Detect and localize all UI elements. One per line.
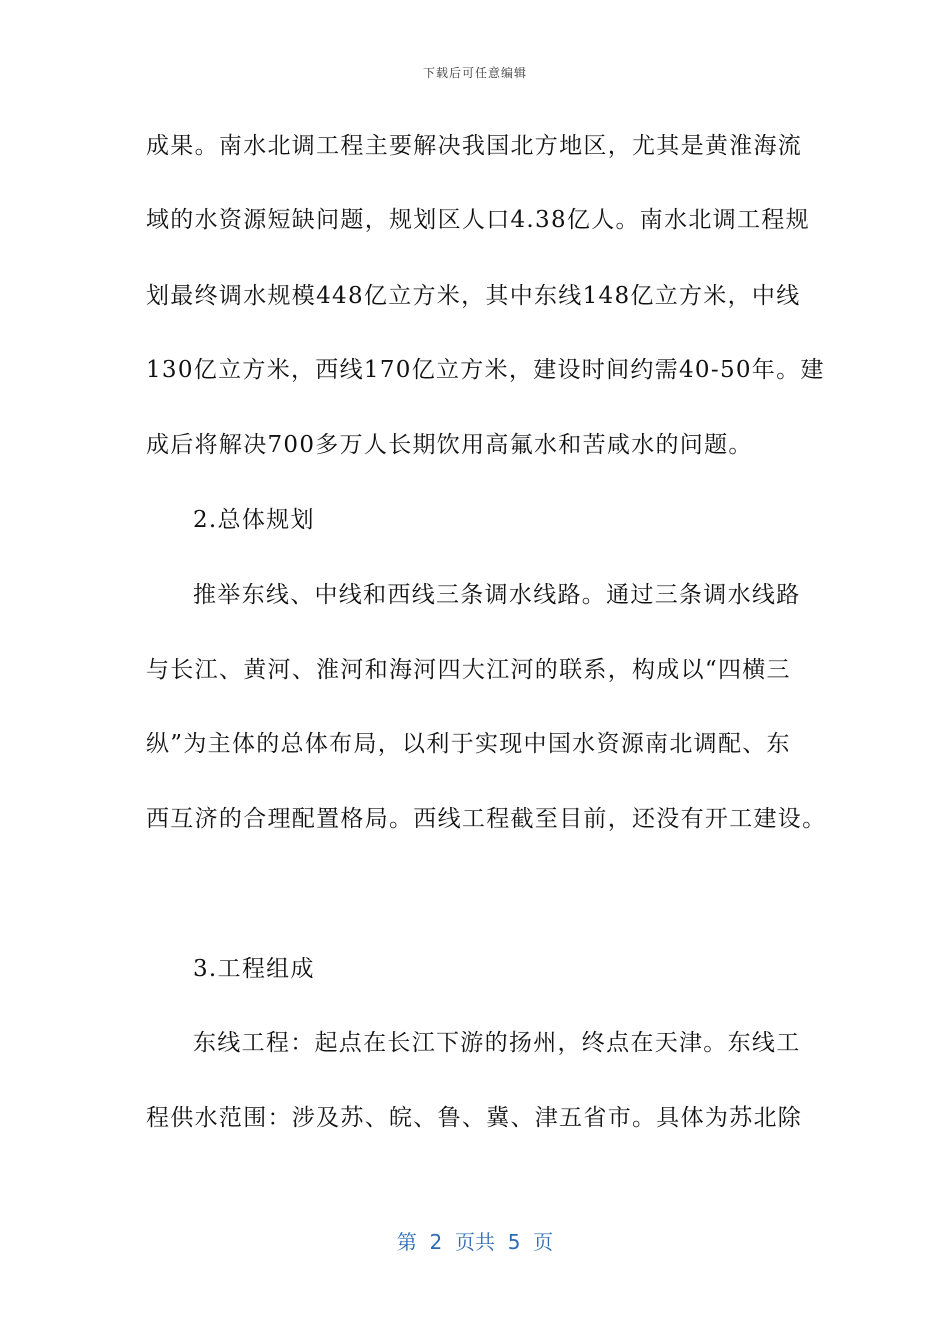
page-number-footer: 第 2 页共 5 页	[396, 1230, 554, 1254]
body-line: 成果。南水北调工程主要解决我国北方地区，尤其是黄淮海流	[146, 133, 803, 159]
body-line: 程供水范围：涉及苏、皖、鲁、冀、津五省市。具体为苏北除	[146, 1105, 803, 1131]
body-line: 130亿立方米，西线170亿立方米，建设时间约需40-50年。建	[146, 357, 825, 383]
header-note: 下载后可任意编辑	[422, 66, 527, 80]
body-line: 域的水资源短缺问题，规划区人口4.38亿人。南水北调工程规	[146, 207, 810, 233]
body-line: 与长江、黄河、淮河和海河四大江河的联系，构成以“四横三	[146, 657, 791, 683]
body-line: 东线工程：起点在长江下游的扬州，终点在天津。东线工	[193, 1030, 801, 1056]
body-line: 西互济的合理配置格局。西线工程截至目前，还没有开工建设。	[146, 806, 827, 832]
body-line: 纵”为主体的总体布局，以利于实现中国水资源南北调配、东	[146, 731, 791, 757]
section-heading: 3.工程组成	[193, 956, 315, 982]
body-line: 成后将解决700多万人长期饮用高氟水和苦咸水的问题。	[146, 432, 753, 458]
body-line: 推举东线、中线和西线三条调水线路。通过三条调水线路	[193, 582, 801, 608]
section-heading: 2.总体规划	[193, 507, 315, 533]
body-line: 划最终调水规模448亿立方米，其中东线148亿立方米，中线	[146, 283, 801, 309]
